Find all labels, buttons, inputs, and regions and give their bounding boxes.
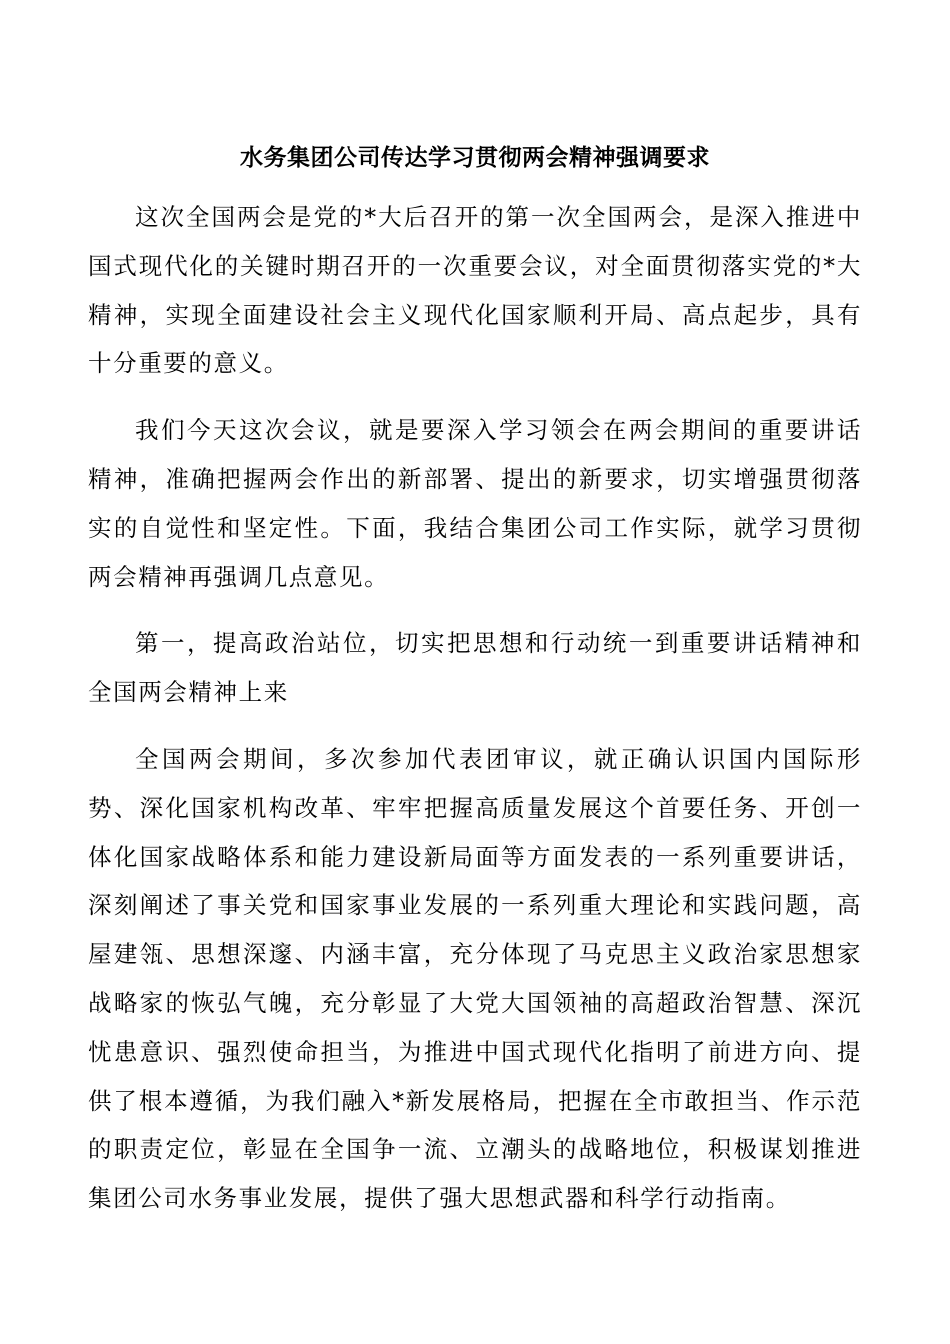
body-paragraph: 全国两会期间，多次参加代表团审议，就正确认识国内国际形势、深化国家机构改革、牢牢把握高质量发展这个首要任务、开创一体化国家战略体系和能力建设新局面等方面发表的一系列重要讲话，深刻阐述了事关党和国家事业发展的一系列重大理论和实践问题，高屋建瓴、思想深邃、内涵丰富，充分体现了马克思主义政治家思想家战略家的恢弘气魄，充分彰显了大党大国领袖的高超政治智慧、深沉忧患意识、强烈使命担当，为推进中国式现代化指明了前进方向、提供了根本遵循，为我们融入*新发展格局，把握在全市敢担当、作示范的职责定位，彰显在全国争一流、立潮头的战略地位，积极谋划推进集团公司水务事业发展，提供了强大思想武器和科学行动指南。 <box>88 744 862 1213</box>
body-paragraph: 这次全国两会是党的*大后召开的第一次全国两会，是深入推进中国式现代化的关键时期召开的一次重要会议，对全面贯彻落实党的*大精神，实现全面建设社会主义现代化国家顺利开局、高点起步，具有十分重要的意义。 <box>88 203 862 378</box>
document-body <box>88 193 862 1241</box>
document-title: 水务集团公司传达学习贯彻两会精神强调要求 <box>240 144 710 171</box>
section-heading: 第一，提高政治站位，切实把思想和行动统一到重要讲话精神和全国两会精神上来 <box>88 629 862 707</box>
body-paragraph: 我们今天这次会议，就是要深入学习领会在两会期间的重要讲话精神，准确把握两会作出的新部署、提出的新要求，切实增强贯彻落实的自觉性和坚定性。下面，我结合集团公司工作实际，就学习贯彻两会精神再强调几点意见。 <box>88 416 862 591</box>
